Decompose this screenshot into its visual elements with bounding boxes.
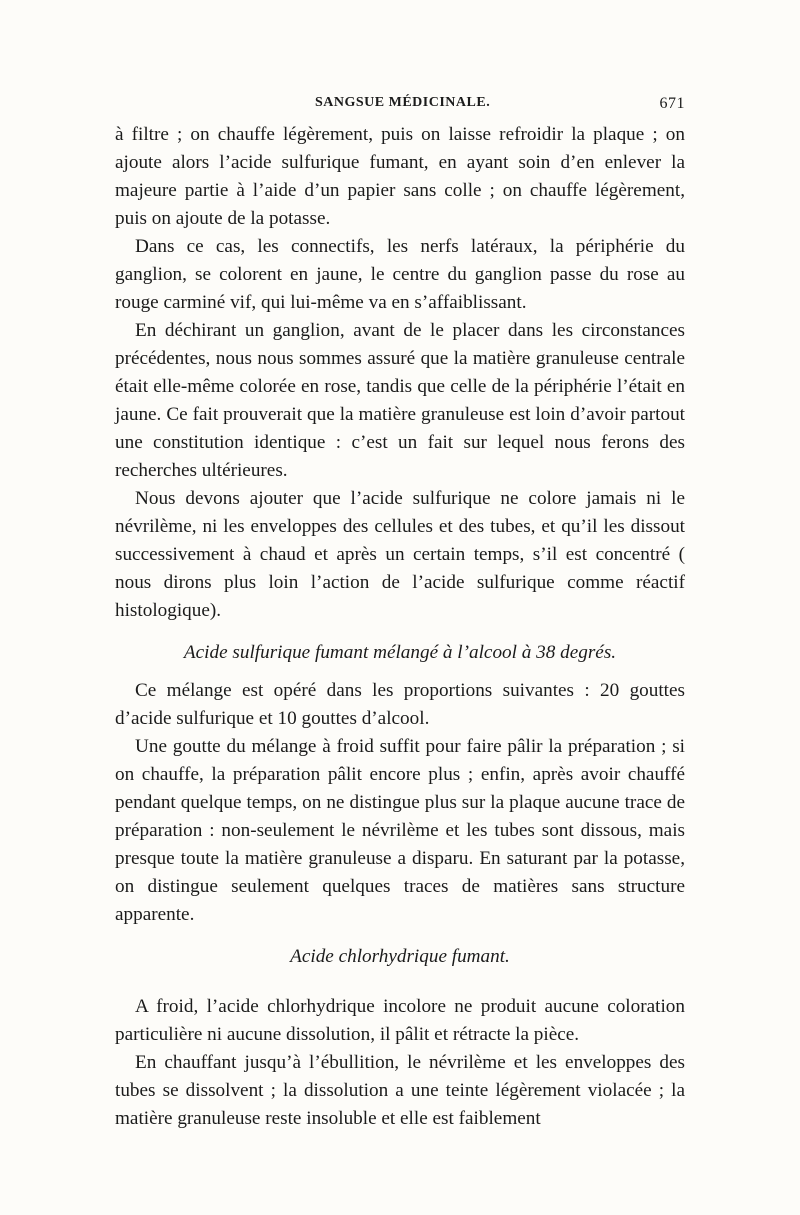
body-text — [115, 121, 685, 1133]
paragraph: Nous devons ajouter que l’acide sulfurique ne colore jamais ni le névrilème, ni les enveloppes des cellules et des tubes, et qu’il les dissout successivement à chaud et après un certain temps, s’il est concentré ( nous dirons plus loin l’action de l’acide sulfurique comme réactif histologique). — [115, 488, 685, 621]
running-title: SANGSUE MÉDICINALE. — [315, 95, 491, 110]
document-page — [115, 95, 685, 1133]
paragraph: En chauffant jusqu’à l’ébullition, le névrilème et les enveloppes des tubes se dissolvent ; la dissolution a une teinte légèrement violacée ; la matière granuleuse reste insoluble et elle est faiblement — [115, 1052, 685, 1129]
running-header — [115, 95, 685, 121]
paragraph: à filtre ; on chauffe légèrement, puis on laisse refroidir la plaque ; on ajoute alors l’acide sulfurique fumant, en ayant soin d’en enlever la majeure partie à l’aide d’un papier sans colle ; on chauffe légèrement, puis on ajoute de la potasse. — [115, 124, 685, 229]
paragraph: Ce mélange est opéré dans les proportions suivantes : 20 gouttes d’acide sulfurique et 10 gouttes d’alcool. — [115, 680, 685, 729]
paragraph: Une goutte du mélange à froid suffit pour faire pâlir la préparation ; si on chauffe, la préparation pâlit encore plus ; enfin, après avoir chauffé pendant quelque temps, on ne distingue plus sur la plaque aucune trace de préparation : non-seulement le névrilème et les tubes sont dissous, mais presque toute la matière granuleuse a disparu. En saturant par la potasse, on distingue seulement quelques traces de matières sans structure apparente. — [115, 736, 685, 925]
paragraph: En déchirant un ganglion, avant de le placer dans les circonstances précédentes, nous nous sommes assuré que la matière granuleuse centrale était elle-même colorée en rose, tandis que celle de la périphérie l’était en jaune. Ce fait prouverait que la matière granuleuse est loin d’avoir partout une constitution identique : c’est un fait sur lequel nous ferons des recherches ultérieures. — [115, 320, 685, 481]
paragraph: A froid, l’acide chlorhydrique incolore ne produit aucune coloration particulière ni aucune dissolution, il pâlit et rétracte la pièce. — [115, 996, 685, 1045]
paragraph: Dans ce cas, les connectifs, les nerfs latéraux, la périphérie du ganglion, se colorent en jaune, le centre du ganglion passe du rose au rouge carminé vif, qui lui-même va en s’affaiblissant. — [115, 236, 685, 313]
page-number: 671 — [659, 95, 685, 112]
section-heading: Acide sulfurique fumant mélangé à l’alcool à 38 degrés. — [183, 642, 617, 663]
spacer — [115, 981, 685, 993]
section-heading: Acide chlorhydrique fumant. — [290, 946, 510, 967]
